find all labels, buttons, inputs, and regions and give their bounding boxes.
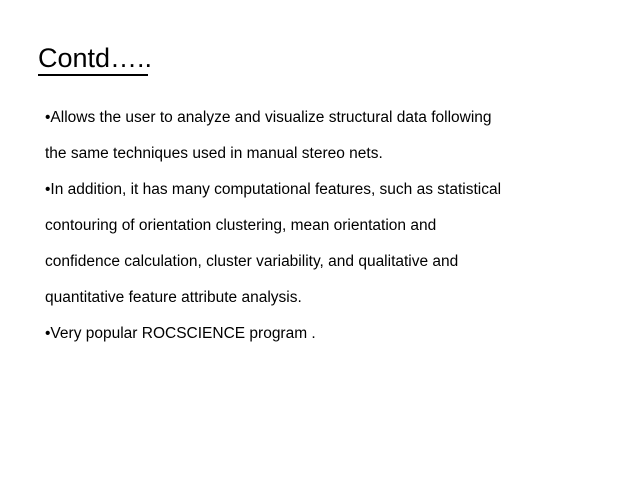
bullet-2-line-2: contouring of orientation clustering, mean orientation and	[45, 217, 437, 234]
slide-body	[45, 100, 615, 352]
bullet-2-line-3: confidence calculation, cluster variability, and qualitative and	[45, 253, 459, 270]
bullet-2-line-4: quantitative feature attribute analysis.	[45, 289, 302, 306]
bullet-1-line-2: the same techniques used in manual stereo nets.	[45, 145, 383, 162]
slide-title: Contd…..	[38, 43, 153, 73]
bullet-2-line-1: •In addition, it has many computational features, such as statistical	[45, 181, 502, 198]
bullet-3-line-1: •Very popular ROCSCIENCE program .	[45, 325, 316, 342]
title-underline	[38, 74, 148, 76]
bullet-1-line-1: •Allows the user to analyze and visualize structural data following	[45, 109, 492, 126]
